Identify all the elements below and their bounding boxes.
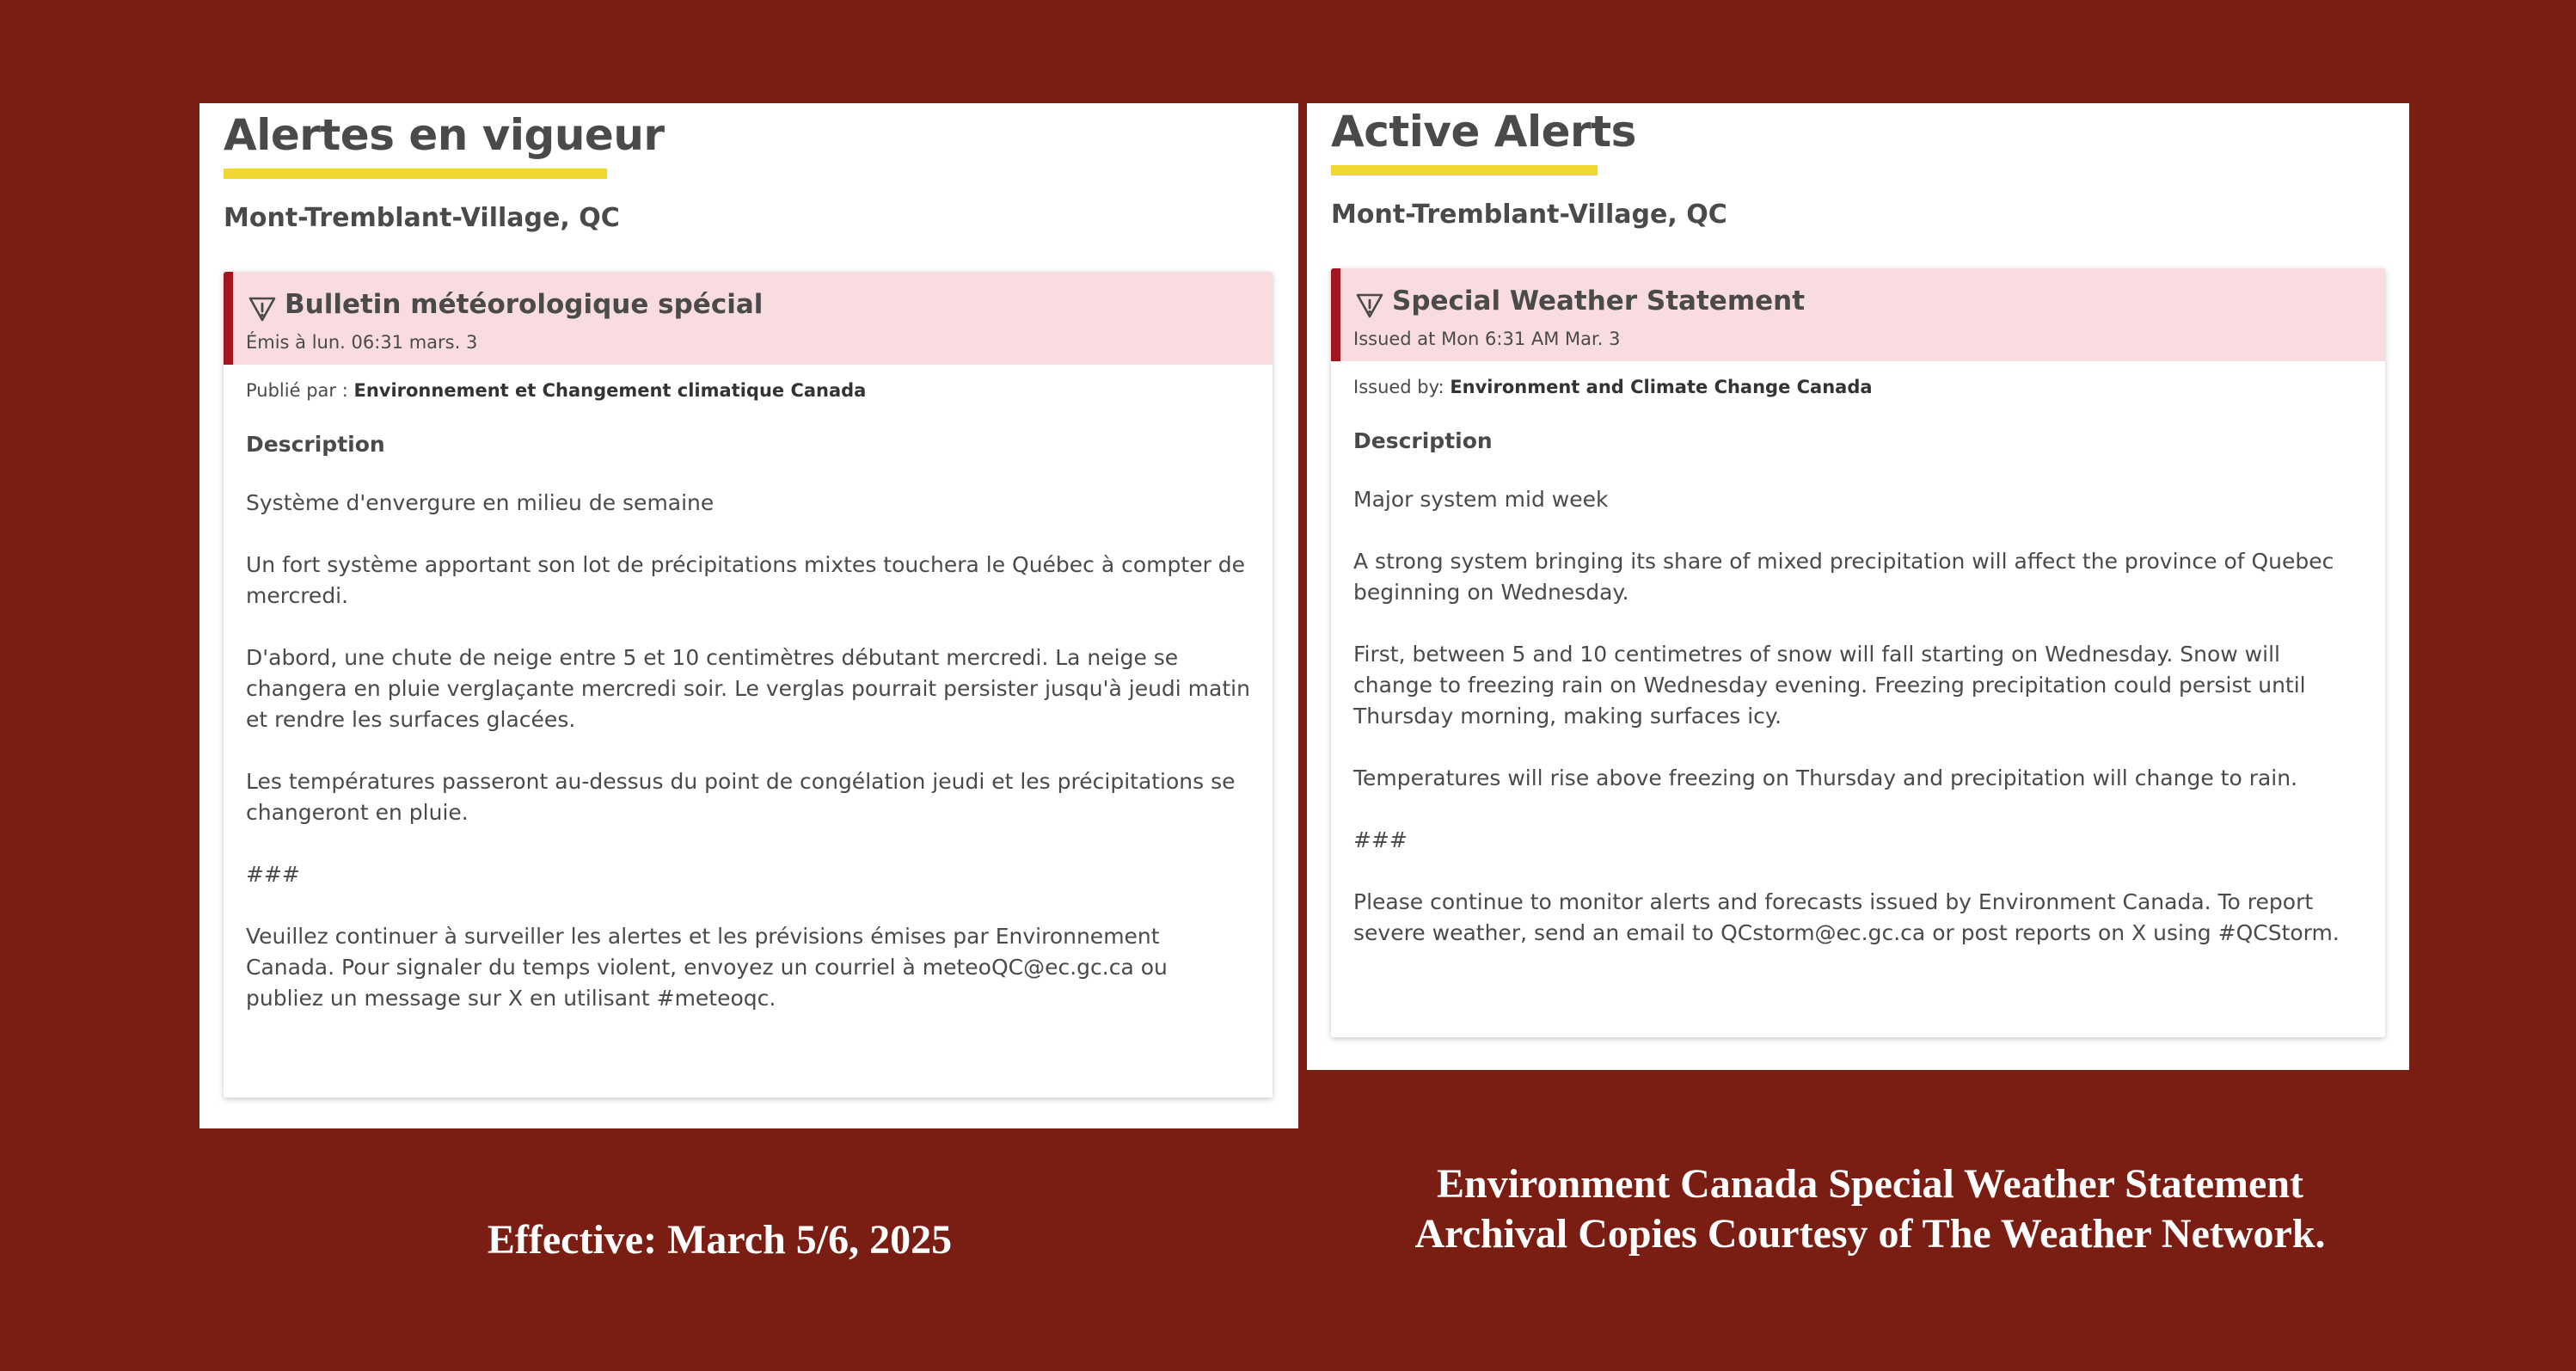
alert-panel-english — [1307, 103, 2409, 1070]
alert-title: Bulletin météorologique spécial — [285, 289, 764, 320]
description-paragraph: D'abord, une chute de neige entre 5 et 10 centimètres débutant mercredi. La neige se changera en pluie verglaçante mercredi soir. Le verglas pourrait persister jusqu'à jeudi matin et rendre les surfaces glacées. — [246, 645, 1250, 732]
agency-name: Environnement et Changement climatique Canada — [353, 380, 867, 401]
alert-body — [1331, 361, 2385, 1014]
warning-triangle-icon — [248, 294, 277, 323]
warning-triangle-icon — [1355, 291, 1384, 320]
description-paragraph: First, between 5 and 10 centimetres of snow will fall starting on Wednesday. Snow will change to freezing rain on Wednesday evening. Freezing precipitation could persist until Thursday morning, making surfaces icy. — [1353, 642, 2306, 729]
alert-card[interactable] — [1331, 268, 2385, 1037]
alert-issued-time: Issued at Mon 6:31 AM Mar. 3 — [1353, 329, 1621, 349]
alert-header[interactable] — [1331, 268, 2385, 361]
credit-caption-line: Archival Copies Courtesy of The Weather Network. — [1414, 1211, 2326, 1257]
effective-date-caption: Effective: March 5/6, 2025 — [487, 1217, 953, 1263]
alert-panel-french — [199, 103, 1298, 1128]
page-title: Alertes en vigueur — [224, 110, 665, 160]
page-title: Active Alerts — [1331, 107, 1636, 157]
alert-title: Special Weather Statement — [1392, 286, 1806, 317]
published-by — [246, 380, 1250, 401]
alert-header[interactable] — [224, 272, 1273, 365]
description-heading: Description — [246, 432, 385, 457]
published-by-label: Publié par : — [246, 380, 348, 401]
description-paragraph: Major system mid week — [1353, 487, 1609, 512]
location-label: Mont-Tremblant-Village, QC — [1331, 200, 1727, 230]
description-heading: Description — [1353, 428, 1493, 453]
description-paragraph: Veuillez continuer à surveiller les alertes et les prévisions émises par Environnement Canada. Pour signaler du temps violent, envoyez un courriel à meteoQC@ec.gc.ca ou publiez un message sur X en utilisant #meteoqc. — [246, 924, 1168, 1011]
description-separator: ### — [246, 862, 300, 887]
description-paragraph: A strong system bringing its share of mixed precipitation will affect the province of Quebec beginning on Wednesday. — [1353, 549, 2334, 605]
title-underline — [224, 169, 607, 179]
published-by — [1353, 377, 2363, 397]
agency-name: Environment and Climate Change Canada — [1450, 377, 1873, 397]
description-paragraph: Système d'envergure en milieu de semaine — [246, 490, 715, 515]
alert-body — [224, 365, 1273, 1079]
published-by-label: Issued by: — [1353, 377, 1444, 397]
title-underline — [1331, 165, 1598, 175]
credit-caption — [1359, 1159, 2382, 1259]
description-paragraph: Les températures passeront au-dessus du point de congélation jeudi et les précipitations se changeront en pluie. — [246, 769, 1236, 825]
description-paragraph: Un fort système apportant son lot de précipitations mixtes touchera le Québec à compter de mercredi. — [246, 552, 1246, 608]
description-paragraph: Please continue to monitor alerts and forecasts issued by Environment Canada. To report severe weather, send an email to QCstorm@ec.gc.ca or post reports on X using #QCStorm. — [1353, 889, 2340, 945]
alert-card[interactable] — [224, 272, 1273, 1097]
alert-issued-time: Émis à lun. 06:31 mars. 3 — [246, 332, 478, 353]
description-separator: ### — [1353, 827, 1408, 852]
credit-caption-line: Environment Canada Special Weather Statement — [1436, 1161, 2304, 1207]
location-label: Mont-Tremblant-Village, QC — [224, 203, 620, 233]
description-paragraph: Temperatures will rise above freezing on Thursday and precipitation will change to rain. — [1353, 765, 2298, 790]
